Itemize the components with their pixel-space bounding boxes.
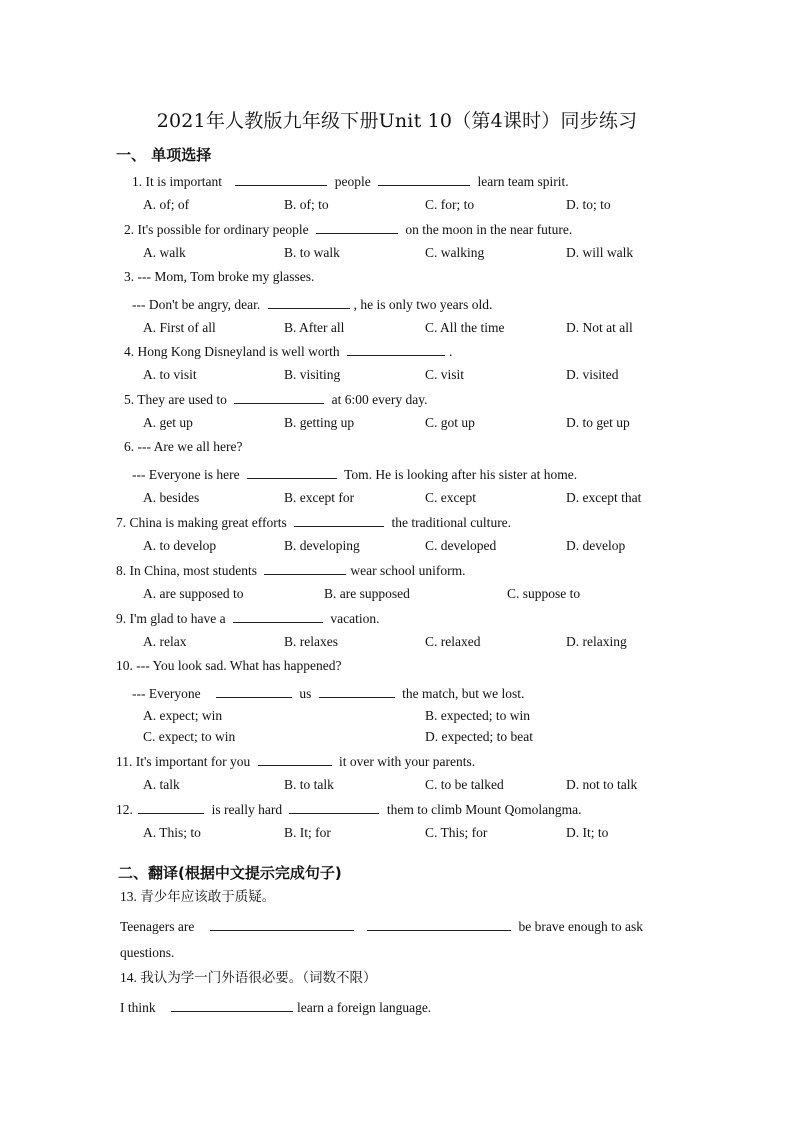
option-b[interactable]: B. of; to [284, 197, 329, 212]
option-c[interactable]: C. visit [425, 367, 465, 382]
option-b[interactable]: B. expected; to win [425, 708, 530, 723]
option-a[interactable]: A. are supposed to [143, 586, 244, 601]
page-title: 2021年人教版九年级下册Unit 10（第4课时）同步练习 [156, 110, 638, 132]
answer-blank[interactable] [264, 561, 346, 575]
option-a[interactable]: A. to develop [143, 538, 217, 553]
question-10: 10. --- You look sad. What has happened? [116, 658, 342, 673]
question-13-sentence: Teenagers are be brave enough to ask [120, 919, 643, 934]
answer-blank[interactable] [378, 172, 470, 186]
option-a[interactable]: A. besides [143, 490, 200, 505]
answer-blank[interactable] [233, 609, 323, 623]
option-d[interactable]: D. except that [566, 490, 642, 505]
option-d[interactable]: D. Not at all [566, 320, 633, 335]
option-c[interactable]: C. for; to [425, 197, 475, 212]
answer-blank[interactable] [268, 295, 350, 309]
option-c[interactable]: C. relaxed [425, 634, 481, 649]
answer-blank[interactable] [234, 390, 324, 404]
question-10-reply: --- Everyone us the match, but we lost. [132, 686, 525, 701]
answer-blank[interactable] [171, 998, 293, 1012]
question-6: 6. --- Are we all here? [124, 439, 243, 454]
option-a[interactable]: A. expect; win [143, 708, 223, 723]
option-a[interactable]: A. First of all [143, 320, 216, 335]
question-2: 2. It's possible for ordinary people on the moon in the near future. [124, 222, 573, 237]
option-c[interactable]: C. walking [425, 245, 485, 260]
option-d[interactable]: D. It; to [566, 825, 609, 840]
option-c[interactable]: C. All the time [425, 320, 505, 335]
question-3: 3. --- Mom, Tom broke my glasses. [124, 269, 315, 284]
option-b[interactable]: B. visiting [284, 367, 341, 382]
option-b[interactable]: B. except for [284, 490, 355, 505]
question-7: 7. China is making great efforts the traditional culture. [116, 515, 512, 530]
option-b[interactable]: B. It; for [284, 825, 331, 840]
option-d[interactable]: D. expected; to beat [425, 729, 533, 744]
option-b[interactable]: B. developing [284, 538, 360, 553]
answer-blank[interactable] [216, 684, 292, 698]
answer-blank[interactable] [247, 465, 337, 479]
answer-blank[interactable] [316, 220, 398, 234]
section-heading-translation: 二、翻译(根据中文提示完成句子) [118, 864, 342, 882]
option-b[interactable]: B. relaxes [284, 634, 338, 649]
question-3-reply: --- Don't be angry, dear. , he is only two years old. [132, 297, 493, 312]
question-14-sentence: I think learn a foreign language. [120, 1000, 432, 1015]
answer-blank[interactable] [289, 800, 379, 814]
option-c[interactable]: C. to be talked [425, 777, 504, 792]
answer-blank[interactable] [210, 917, 354, 931]
option-b[interactable]: B. are supposed [324, 586, 410, 601]
question-5: 5. They are used to at 6:00 every day. [124, 392, 428, 407]
option-d[interactable]: D. develop [566, 538, 626, 553]
option-c[interactable]: C. This; for [425, 825, 488, 840]
answer-blank[interactable] [235, 172, 327, 186]
answer-blank[interactable] [294, 513, 384, 527]
question-13-continuation: questions. [120, 945, 175, 960]
option-d[interactable]: D. relaxing [566, 634, 627, 649]
option-a[interactable]: A. This; to [143, 825, 201, 840]
option-c[interactable]: C. expect; to win [143, 729, 236, 744]
option-b[interactable]: B. After all [284, 320, 345, 335]
option-c[interactable]: C. developed [425, 538, 497, 553]
option-c[interactable]: C. got up [425, 415, 475, 430]
option-a[interactable]: A. walk [143, 245, 186, 260]
option-c[interactable]: C. suppose to [507, 586, 581, 601]
option-a[interactable]: A. to visit [143, 367, 197, 382]
option-d[interactable]: D. not to talk [566, 777, 638, 792]
question-12: 12. is really hard them to climb Mount Qomolangma. [116, 802, 582, 817]
question-14: 14. 我认为学一门外语很必要。（词数不限） [120, 970, 377, 986]
answer-blank[interactable] [258, 752, 332, 766]
option-a[interactable]: A. of; of [143, 197, 190, 212]
option-b[interactable]: B. to talk [284, 777, 334, 792]
answer-blank[interactable] [347, 342, 445, 356]
option-d[interactable]: D. to get up [566, 415, 630, 430]
answer-blank[interactable] [367, 917, 511, 931]
option-d[interactable]: D. to; to [566, 197, 611, 212]
option-d[interactable]: D. will walk [566, 245, 634, 260]
option-a[interactable]: A. talk [143, 777, 180, 792]
question-6-reply: --- Everyone is here Tom. He is looking after his sister at home. [132, 467, 578, 482]
option-b[interactable]: B. getting up [284, 415, 355, 430]
option-a[interactable]: A. get up [143, 415, 193, 430]
question-9: 9. I'm glad to have a vacation. [116, 611, 380, 626]
option-d[interactable]: D. visited [566, 367, 619, 382]
answer-blank[interactable] [319, 684, 395, 698]
question-11: 11. It's important for you it over with your parents. [116, 754, 476, 769]
question-13: 13. 青少年应该敢于质疑。 [120, 889, 276, 905]
section-heading-multiple-choice: 一、 单项选择 [116, 146, 212, 164]
option-b[interactable]: B. to walk [284, 245, 340, 260]
answer-blank[interactable] [138, 800, 204, 814]
question-4: 4. Hong Kong Disneyland is well worth . [124, 344, 453, 359]
question-1: 1. It is important people learn team spirit. [132, 174, 569, 189]
question-8: 8. In China, most students wear school uniform. [116, 563, 466, 578]
option-c[interactable]: C. except [425, 490, 476, 505]
option-a[interactable]: A. relax [143, 634, 187, 649]
